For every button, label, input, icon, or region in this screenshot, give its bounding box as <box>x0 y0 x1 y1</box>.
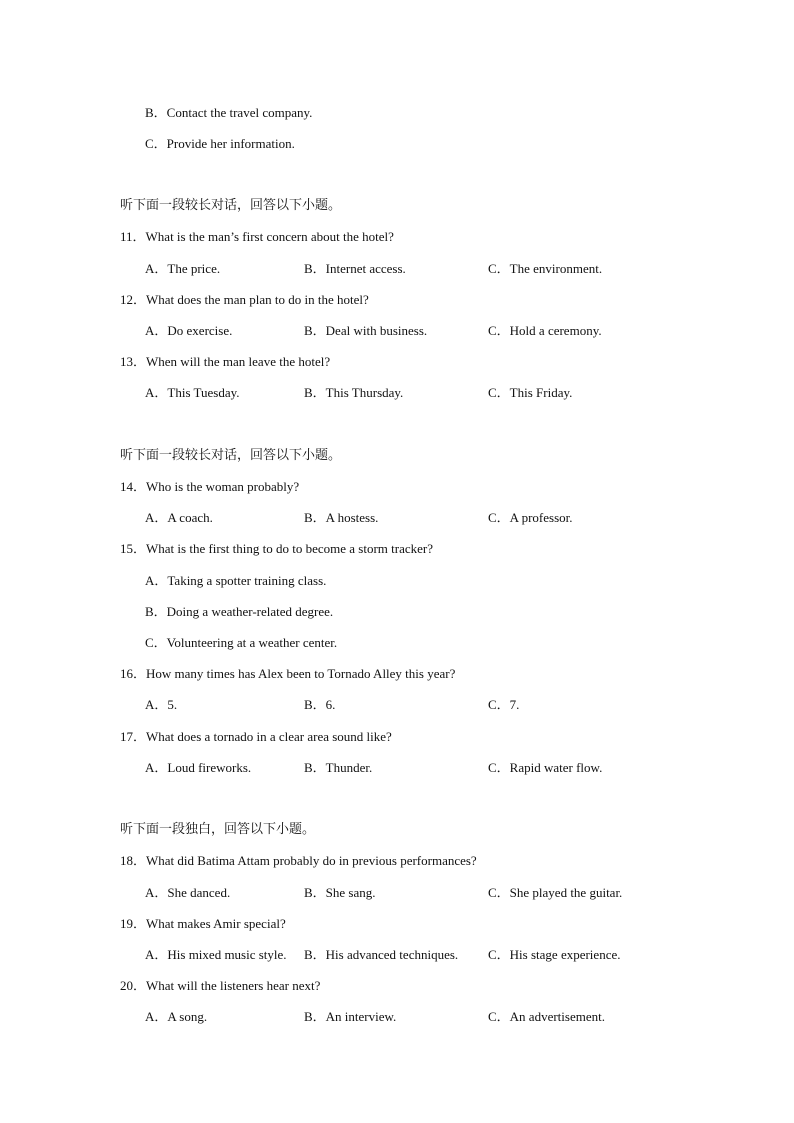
option-c: C．7. <box>488 697 520 712</box>
option-c: C．Hold a ceremony. <box>488 323 602 338</box>
question-17: 17．What does a tornado in a clear area sound like? <box>120 729 392 744</box>
option-b: B．Doing a weather-related degree. <box>145 604 334 619</box>
option-b: B．A hostess. <box>304 510 379 525</box>
option-a: A．This Tuesday. <box>145 385 240 400</box>
section-heading: 听下面一段独白，回答以下小题。 <box>120 822 316 837</box>
option-b: B．6. <box>304 697 336 712</box>
option-c: C．A professor. <box>488 510 573 525</box>
option-c: C．Volunteering at a weather center. <box>145 635 338 650</box>
option-a: A．Do exercise. <box>145 323 233 338</box>
option-b: B．Contact the travel company. <box>145 105 313 120</box>
option-b: B．An interview. <box>304 1009 397 1024</box>
option-c: C．The environment. <box>488 261 603 276</box>
option-b: B．She sang. <box>304 885 376 900</box>
question-18: 18．What did Batima Attam probably do in previous performances? <box>120 853 477 868</box>
question-12: 12．What does the man plan to do in the hotel? <box>120 292 369 307</box>
question-11: 11．What is the man’s first concern about the hotel? <box>120 229 394 244</box>
option-a: A．5. <box>145 697 178 712</box>
question-19: 19．What makes Amir special? <box>120 916 286 931</box>
option-a: A．His mixed music style. <box>145 947 287 962</box>
option-a: A．A coach. <box>145 510 213 525</box>
option-c: C．An advertisement. <box>488 1009 605 1024</box>
question-16: 16．How many times has Alex been to Tornado Alley this year? <box>120 666 456 681</box>
option-c: C．She played the guitar. <box>488 885 623 900</box>
option-c: C．Provide her information. <box>145 136 295 151</box>
question-14: 14．Who is the woman probably? <box>120 479 300 494</box>
option-c: C．This Friday. <box>488 385 573 400</box>
option-a: A．She danced. <box>145 885 231 900</box>
question-20: 20．What will the listeners hear next? <box>120 978 321 993</box>
option-b: B．Internet access. <box>304 261 406 276</box>
question-15: 15．What is the first thing to do to become a storm tracker? <box>120 541 434 556</box>
question-13: 13．When will the man leave the hotel? <box>120 354 331 369</box>
option-c: C．His stage experience. <box>488 947 621 962</box>
option-c: C．Rapid water flow. <box>488 760 603 775</box>
option-a: A．The price. <box>145 261 221 276</box>
section-heading: 听下面一段较长对话，回答以下小题。 <box>120 198 342 213</box>
option-b: B．This Thursday. <box>304 385 404 400</box>
section-heading: 听下面一段较长对话，回答以下小题。 <box>120 448 342 463</box>
option-b: B．Deal with business. <box>304 323 428 338</box>
option-b: B．Thunder. <box>304 760 373 775</box>
option-b: B．His advanced techniques. <box>304 947 459 962</box>
option-a: A．Loud fireworks. <box>145 760 252 775</box>
option-a: A．Taking a spotter training class. <box>145 573 327 588</box>
option-a: A．A song. <box>145 1009 208 1024</box>
